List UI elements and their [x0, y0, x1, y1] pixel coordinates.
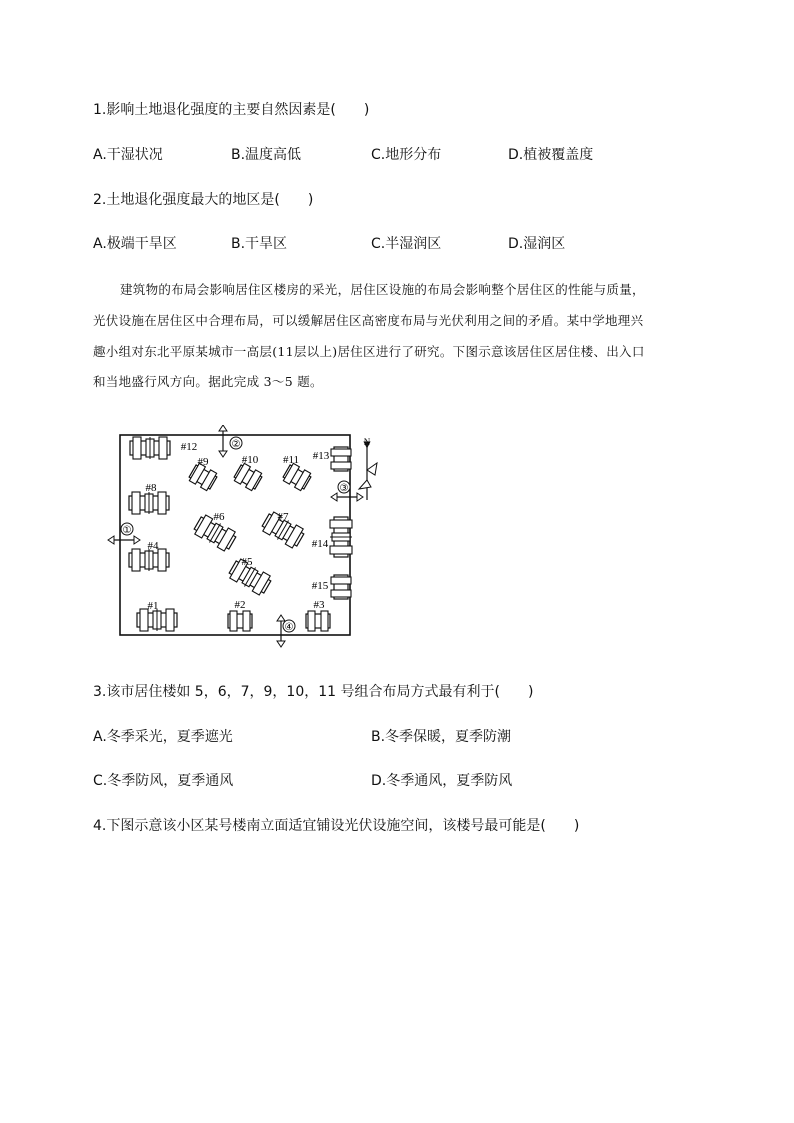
q1-option-d: D.植被覆盖度: [508, 147, 594, 163]
q1-option-b: B.温度高低: [231, 147, 302, 163]
entrance-1: [108, 523, 140, 544]
passage-line-3: 趣小组对东北平原某城市一高层(11层以上)居住区进行了研究。下图示意该居住区居住楼、出入口: [93, 344, 645, 359]
svg-text:②: ②: [231, 439, 241, 450]
svg-text:#14: #14: [311, 538, 329, 550]
passage-line-4: 和当地盛行风方向。据此完成 3～5 题。: [93, 374, 323, 389]
building-14: [312, 517, 352, 557]
question-2: 2.土地退化强度最大的地区是( ): [93, 192, 314, 208]
q2-option-b: B.干旱区: [231, 236, 288, 252]
svg-text:#5: #5: [241, 556, 253, 568]
svg-text:#11: #11: [282, 454, 300, 466]
entrance-2: [219, 425, 242, 457]
passage-line-1: 建筑物的布局会影响居住区楼房的采光，居住区设施的布局会影响整个居住区的性能与质量，: [120, 282, 645, 297]
svg-text:#7: #7: [277, 511, 289, 523]
svg-text:#6: #6: [213, 511, 225, 523]
building-5: [227, 556, 273, 597]
building-12: [130, 437, 197, 459]
question-1: 1.影响土地退化强度的主要自然因素是( ): [93, 102, 370, 118]
svg-text:#9: #9: [197, 456, 209, 468]
question-4: 4.下图示意该小区某号楼南立面适宜铺设光伏设施空间，该楼号最可能是( ): [93, 818, 580, 834]
building-10: [233, 454, 264, 492]
svg-text:#8: #8: [145, 482, 157, 494]
svg-text:N: N: [363, 437, 371, 447]
q3-option-d: D.冬季通风，夏季防风: [371, 773, 513, 789]
svg-text:#1: #1: [147, 600, 159, 612]
building-8: [129, 482, 169, 514]
building-6: [192, 511, 238, 553]
building-2: [228, 599, 252, 631]
residential-area-map: [105, 425, 395, 655]
passage-line-2: 光伏设施在居住区中合理布局，可以缓解居住区高密度布局与光伏利用之间的矛盾。某中学地理兴: [93, 313, 644, 328]
building-3: [306, 599, 330, 631]
svg-text:①: ①: [122, 525, 132, 536]
q1-option-a: A.干湿状况: [93, 147, 163, 163]
svg-text:③: ③: [339, 483, 349, 494]
q3-option-c: C.冬季防风，夏季通风: [93, 773, 234, 789]
building-4: [129, 540, 169, 571]
building-11: [282, 454, 313, 492]
building-15: [312, 575, 351, 599]
entrance-4: [277, 615, 295, 647]
svg-text:#12: #12: [180, 441, 198, 453]
q2-option-a: A.极端干旱区: [93, 236, 177, 252]
svg-text:④: ④: [284, 622, 294, 633]
q3-option-a: A.冬季采光，夏季遮光: [93, 729, 233, 745]
svg-text:#2: #2: [234, 599, 246, 611]
building-13: [313, 447, 351, 471]
q3-option-b: B.冬季保暖，夏季防潮: [371, 729, 512, 745]
question-3: 3.该市居住楼如 5，6，7，9，10，11 号组合布局方式最有利于( ): [93, 684, 534, 700]
building-9: [188, 456, 219, 492]
building-7: [260, 510, 306, 549]
q2-option-c: C.半湿润区: [371, 236, 442, 252]
q2-option-d: D.湿润区: [508, 236, 566, 252]
svg-text:#15: #15: [311, 580, 329, 592]
building-1: [137, 600, 177, 631]
svg-text:#10: #10: [241, 454, 259, 466]
svg-text:#3: #3: [313, 599, 325, 611]
svg-text:#4: #4: [147, 540, 159, 552]
north-arrow-icon: [359, 437, 377, 500]
q1-option-c: C.地形分布: [371, 147, 442, 163]
entrance-3: [331, 481, 363, 501]
svg-text:#13: #13: [312, 450, 330, 462]
